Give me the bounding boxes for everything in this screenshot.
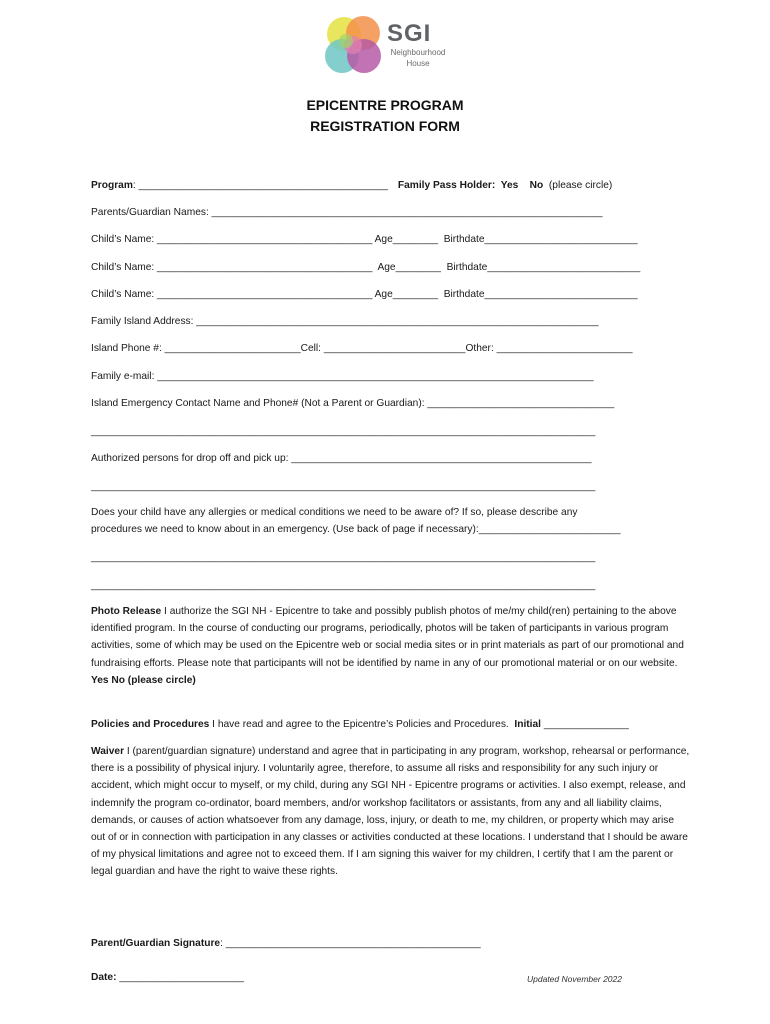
authorized-persons-blank-line[interactable]: _________________________________________________________________________________________ <box>91 481 596 492</box>
emergency-contact-blank-line[interactable]: _________________________________________________________________________________________ <box>91 426 596 437</box>
form-title-line2: REGISTRATION FORM <box>310 118 460 134</box>
photo-release-options[interactable]: Yes No (please circle) <box>91 674 196 686</box>
date-label: Date: <box>91 972 117 983</box>
waiver-text: I (parent/guardian signature) understand and agree that in participating in any program, workshop, rehearsal or performance, there is a possibility of physical injury. I voluntarily agree, therefore, to assume all risks and responsibility for any such injury or accident, which might occur to myself, or my child, during any SGI NH - Epicentre programs or activities. I also exempt, release, and indemnify the program co-ordinator, board members, and/or workshop facilitators or assistants, from any and all liability claims, demands, or causes of action whatsoever from any damage, loss, injury, or death to me, my children, or property which may arise out of or in connection with participation in any classes or activities conducted at these locations. I understand that I should be aware of my physical limitations and agree not to exceed them. If I am signing this waiver for my children, I certify that I am the parent or legal guardian and have the right to waive these rights. <box>91 746 690 878</box>
program-label: Program <box>91 180 133 191</box>
logo-subtitle-line1: Neighbourhood <box>390 48 446 57</box>
parents-field[interactable]: Parents/Guardian Names: _____________________________________________________________________ <box>91 207 603 218</box>
emergency-contact-field[interactable]: Island Emergency Contact Name and Phone# (Not a Parent or Guardian): _________________________________ <box>91 398 615 409</box>
form-title-line1: EPICENTRE PROGRAM <box>306 97 464 113</box>
date-row <box>91 971 244 985</box>
signature-field[interactable]: : _____________________________________________ <box>220 938 481 949</box>
policies-heading: Policies and Procedures <box>91 719 210 730</box>
policies-row <box>91 718 629 732</box>
allergy-question-line2[interactable]: procedures we need to know about in an emergency. (Use back of page if necessary):_________________________ <box>91 524 621 535</box>
allergy-blank-line1[interactable]: _________________________________________________________________________________________ <box>91 552 596 563</box>
program-row <box>91 179 612 193</box>
child3-field[interactable]: Child’s Name: ______________________________________ Age________ Birthdate___________________________ <box>91 289 638 300</box>
logo-brand-text: SGI <box>387 20 432 47</box>
authorized-persons-field[interactable]: Authorized persons for drop off and pick up: _____________________________________________________ <box>91 453 592 464</box>
sgi-logo-mark-icon <box>322 14 384 76</box>
waiver-paragraph <box>91 743 691 881</box>
family-pass-label: Family Pass Holder <box>397 180 492 191</box>
email-field[interactable]: Family e-mail: _____________________________________________________________________________ <box>91 371 594 382</box>
updated-note: Updated November 2022 <box>527 974 622 984</box>
phone-field[interactable]: Island Phone #: ________________________Cell: _________________________Other: ________________________ <box>91 343 633 354</box>
photo-release-text: I authorize the SGI NH - Epicentre to take and possibly publish photos of me/my child(ren) pertaining to the above identified program. In the course of conducting our programs, periodically, photos will be taken of participants in various program activities, some of which may be used on the Epicentre web or social media sites or in print materials as part of our promotional and fundraising efforts. Please note that participants will not be identified by name in any of our promotional material or on our website. <box>91 606 684 669</box>
signature-label: Parent/Guardian Signature <box>91 938 221 949</box>
sgi-logo <box>322 14 462 80</box>
logo-subtitle <box>388 47 448 69</box>
date-field[interactable]: ______________________ <box>116 972 244 983</box>
initial-field[interactable]: _______________ <box>541 719 629 730</box>
waiver-heading: Waiver <box>91 746 125 757</box>
allergy-question-line1: Does your child have any allergies or medical conditions we need to be aware of? If so, please describe any <box>91 507 578 518</box>
photo-release-paragraph <box>91 603 686 689</box>
policies-text: I have read and agree to the Epicentre’s Policies and Procedures. <box>209 719 515 730</box>
family-pass-note: (please circle) <box>543 180 613 191</box>
program-field[interactable]: : ____________________________________________ <box>132 180 388 191</box>
initial-label: Initial <box>514 719 542 730</box>
photo-release-heading: Photo Release <box>91 606 162 617</box>
signature-row <box>91 937 481 951</box>
child2-field[interactable]: Child’s Name: ______________________________________ Age________ Birthdate___________________________ <box>91 262 641 273</box>
family-pass-options[interactable]: : Yes No <box>491 180 544 191</box>
child1-field[interactable]: Child’s Name: ______________________________________ Age________ Birthdate___________________________ <box>91 234 638 245</box>
logo-subtitle-line2: House <box>406 59 430 68</box>
allergy-blank-line2[interactable]: _________________________________________________________________________________________ <box>91 580 596 591</box>
address-field[interactable]: Family Island Address: _______________________________________________________________________ <box>91 316 599 327</box>
